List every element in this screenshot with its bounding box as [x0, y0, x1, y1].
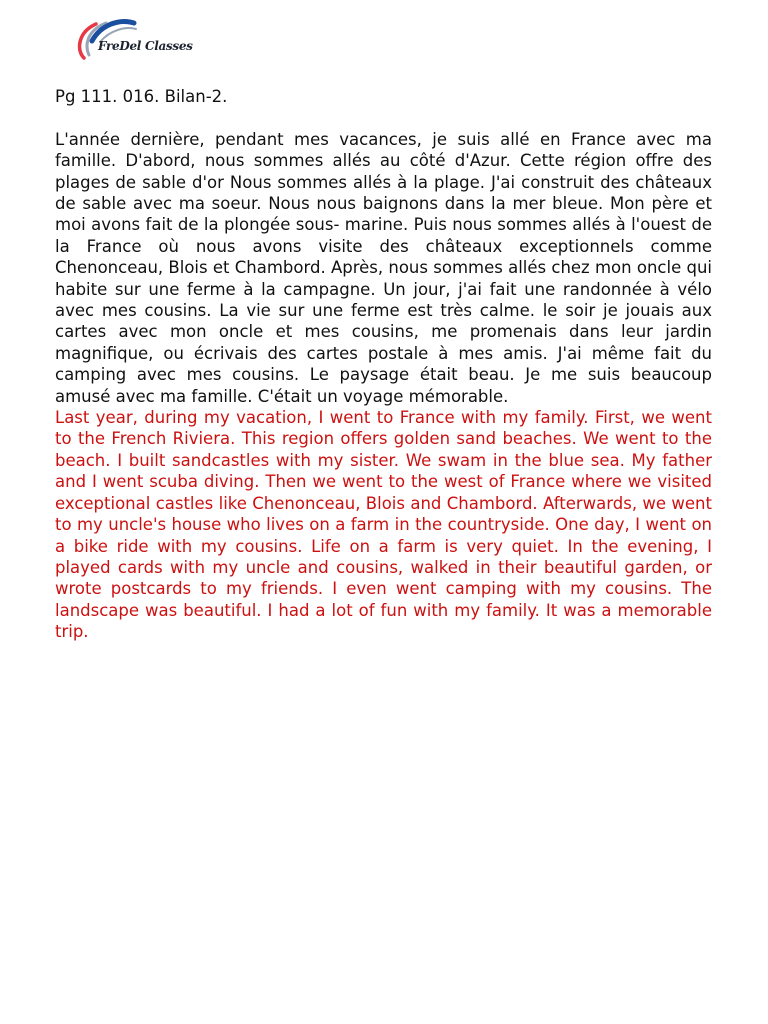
french-paragraph: L'année dernière, pendant mes vacances, je suis allé en France avec ma famille. D'abord, nous sommes allés au côté d'Azur. Cette région offre des plages de sable d'or Nous sommes allés à la plage. J'ai construit des châteaux de sable avec ma soeur. Nous nous baignons dans la mer bleue. Mon père et moi avons fait de la plongée sous- marine. Puis nous sommes allés à l'ouest de la France où nous avons visite des châteaux exceptionnels comme Chenonceau, Blois et Chambord. Après, nous sommes allés chez mon oncle qui habite sur une ferme à la campagne. Un jour, j'ai fait une randonnée à vélo avec mes cousins. La vie sur une ferme est très calme. le soir je jouais aux cartes avec mon oncle et mes cousins, me promenais dans leur jardin magnifique, ou écrivais des cartes postale à mes amis. J'ai même fait du camping avec mes cousins. Le paysage était beau. Je me suis beaucoup amusé avec ma famille. C'était un voyage mémorable.: [55, 129, 712, 406]
logo-text: FreDel Classes: [98, 39, 193, 53]
logo: [70, 14, 193, 68]
document-body: [55, 86, 712, 643]
english-translation-paragraph: Last year, during my vacation, I went to France with my family. First, we went to the French Riviera. This region offers golden sand beaches. We went to the beach. I built sandcastles with my sister. We swam in the blue sea. My father and I went scuba diving. Then we went to the west of France where we visited exceptional castles like Chenonceau, Blois and Chambord. Afterwards, we went to my uncle's house who lives on a farm in the countryside. One day, I went on a bike ride with my cousins. Life on a farm is very quiet. In the evening, I played cards with my uncle and cousins, walked in their beautiful garden, or wrote postcards to my friends. I even went camping with my cousins. The landscape was beautiful. I had a lot of fun with my family. It was a memorable trip.: [55, 408, 712, 642]
page-reference: Pg 111. 016. Bilan-2.: [55, 87, 228, 106]
